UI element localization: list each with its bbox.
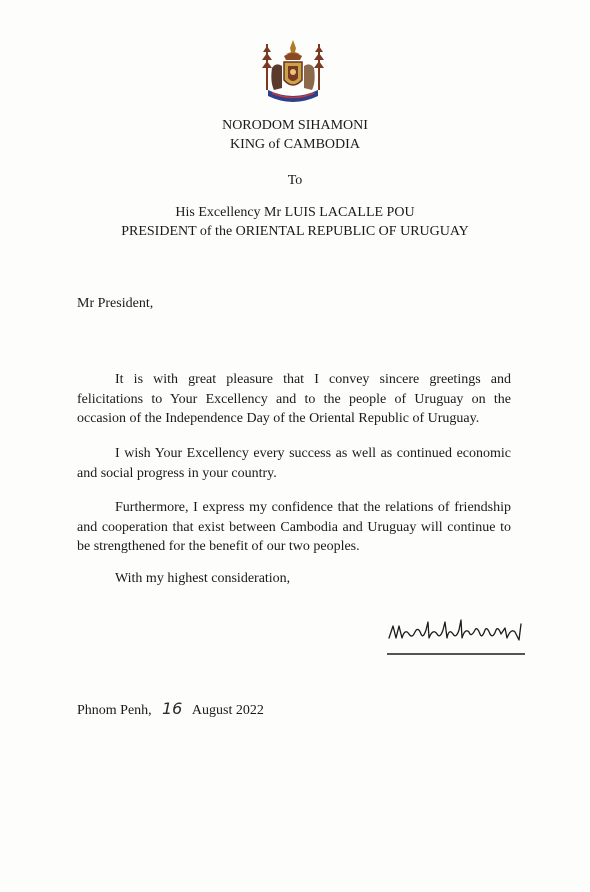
body-paragraph-3: Furthermore, I express my confidence that the relations of friendship and cooperation that exist between Cambodia and Uruguay will continue to be strengthened for the benefit of our two peoples.: [77, 500, 511, 554]
handwritten-signature: [385, 612, 530, 660]
closing-line: With my highest consideration,: [115, 571, 291, 586]
date-place: Phnom Penh,: [77, 703, 152, 718]
body-paragraph-1: It is with great pleasure that I convey sincere greetings and felicitations to Your Excellency and to the people of Uruguay on the occasion of the Independence Day of the Oriental Republic of Uruguay.: [77, 372, 511, 426]
recipient-name: His Excellency Mr LUIS LACALLE POU: [175, 205, 415, 220]
to-label: To: [287, 173, 303, 188]
date-month-year: August 2022: [191, 703, 264, 718]
body-paragraph-2: I wish Your Excellency every success as well as continued economic and social progress in your country.: [77, 446, 511, 481]
dateline: [77, 699, 264, 719]
salutation: Mr President,: [77, 296, 154, 311]
sender-name: NORODOM SIHAMONI: [222, 118, 368, 133]
date-day-handwritten: 16: [162, 699, 183, 718]
recipient-title: PRESIDENT of the ORIENTAL REPUBLIC OF URUGUAY: [121, 224, 469, 239]
sender-title: KING of CAMBODIA: [230, 137, 360, 152]
royal-arms-of-cambodia-icon: [262, 38, 324, 110]
